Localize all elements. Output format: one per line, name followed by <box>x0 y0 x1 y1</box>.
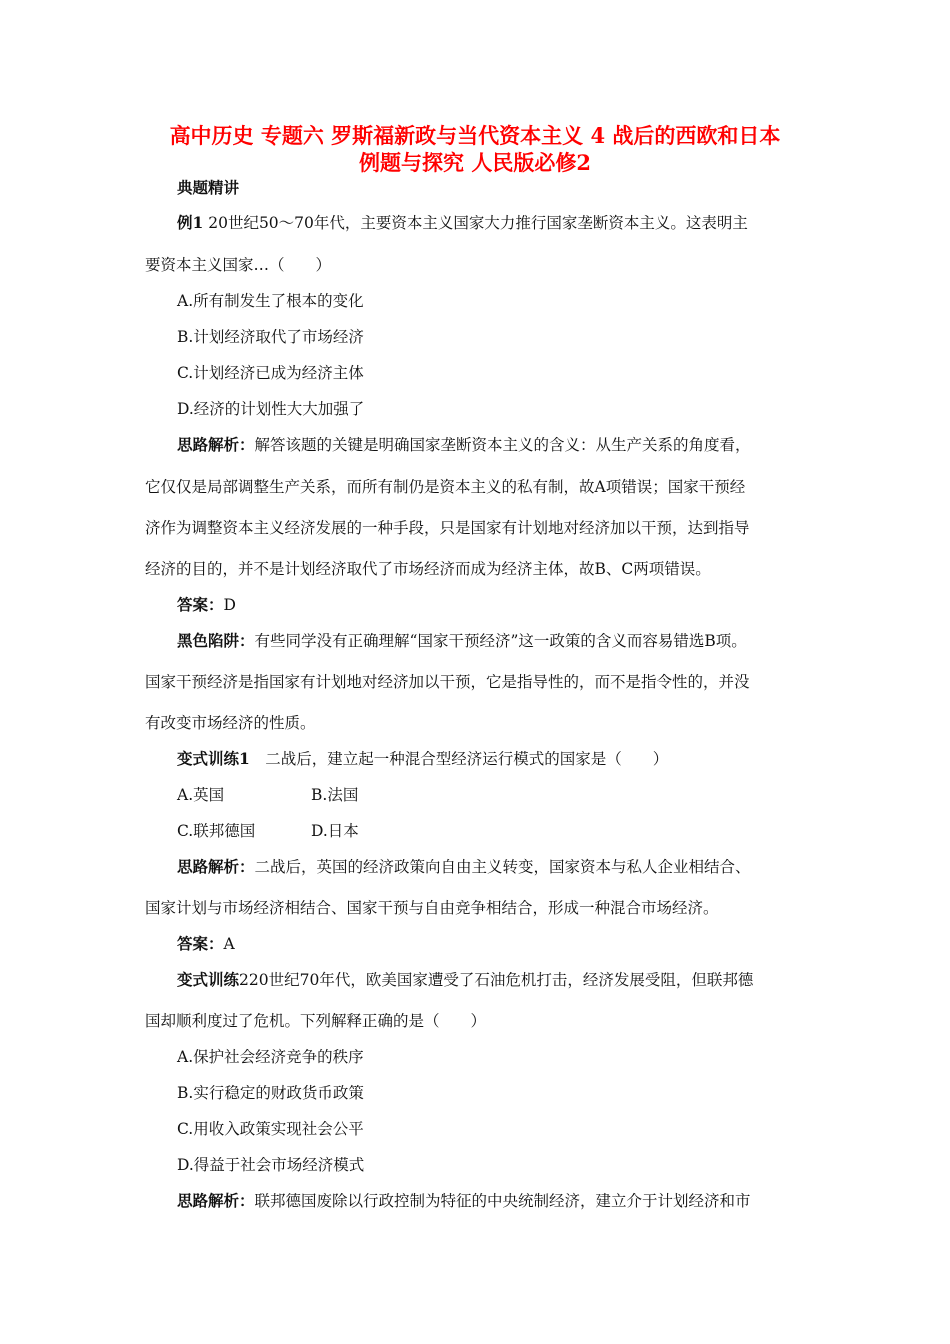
variant2-option-c: C.用收入政策实现社会公平 <box>177 1120 364 1138</box>
section-heading: 典题精讲 <box>177 178 240 197</box>
example1-trap-cont-2: 有改变市场经济的性质。 <box>145 714 316 732</box>
example1-option-c: C.计划经济已成为经济主体 <box>177 364 364 382</box>
variant2-stem-cont: 国却顺利度过了危机。下列解释正确的是（ ） <box>145 1012 487 1030</box>
variant2-stem <box>177 970 753 990</box>
variant2-option-b: B.实行稳定的财政货币政策 <box>177 1084 364 1102</box>
analysis-label: 思路解析： <box>177 435 255 454</box>
variant2-analysis <box>177 1191 751 1211</box>
example1-option-b: B.计划经济取代了市场经济 <box>177 328 364 346</box>
variant2-option-d: D.得益于社会市场经济模式 <box>177 1156 365 1174</box>
variant1-label: 变式训练1 <box>177 749 250 768</box>
example1-stem-text: 20世纪50～70年代，主要资本主义国家大力推行国家垄断资本主义。这表明主 <box>203 214 748 232</box>
variant2-label: 变式训练 <box>177 970 240 989</box>
trap-label: 黑色陷阱： <box>177 631 255 650</box>
document-title-line-1: 高中历史 专题六 罗斯福新政与当代资本主义 4 战后的西欧和日本 <box>169 123 781 148</box>
example1-trap <box>177 631 747 651</box>
answer-label: 答案： <box>177 595 224 614</box>
analysis-text: 二战后，英国的经济政策向自由主义转变，国家资本与私人企业相结合、 <box>254 858 751 876</box>
trap-text: 有些同学没有正确理解“国家干预经济”这一政策的含义而容易错选B项。 <box>254 632 747 650</box>
variant1-analysis <box>177 857 751 877</box>
variant2-stem-text: 220世纪70年代，欧美国家遭受了石油危机打击，经济发展受阻，但联邦德 <box>239 971 754 989</box>
variant1-option-b: B.法国 <box>311 786 359 804</box>
variant1-option-c: C.联邦德国 <box>177 822 256 840</box>
example1-label: 例1 <box>177 213 204 232</box>
analysis-label: 思路解析： <box>177 857 255 876</box>
analysis-text: 联邦德国废除以行政控制为特征的中央统制经济，建立介于计划经济和市 <box>254 1192 751 1210</box>
analysis-text: 解答该题的关键是明确国家垄断资本主义的含义：从生产关系的角度看， <box>254 436 751 454</box>
answer-value: A <box>223 935 235 953</box>
answer-label: 答案： <box>177 934 224 953</box>
example1-analysis <box>177 435 751 455</box>
variant1-analysis-cont: 国家计划与市场经济相结合、国家干预与自由竞争相结合，形成一种混合市场经济。 <box>145 899 719 917</box>
example1-option-a: A.所有制发生了根本的变化 <box>177 292 364 310</box>
analysis-label: 思路解析： <box>177 1191 255 1210</box>
example1-trap-cont-1: 国家干预经济是指国家有计划地对经济加以干预，它是指导性的，而不是指令性的，并没 <box>145 673 750 691</box>
example1-stem <box>177 213 748 233</box>
answer-value: D <box>223 596 236 614</box>
variant2-option-a: A.保护社会经济竞争的秩序 <box>177 1048 364 1066</box>
variant1-option-d: D.日本 <box>311 822 359 840</box>
example1-stem-cont: 要资本主义国家…（ ） <box>145 256 332 274</box>
example1-analysis-cont-2: 济作为调整资本主义经济发展的一种手段，只是国家有计划地对经济加以干预，达到指导 <box>145 519 750 537</box>
document-title-line-2: 例题与探究 人民版必修2 <box>359 150 591 175</box>
example1-answer <box>177 595 236 615</box>
example1-option-d: D.经济的计划性大大加强了 <box>177 400 365 418</box>
variant1-stem-text: 二战后，建立起一种混合型经济运行模式的国家是（ ） <box>249 750 669 768</box>
variant1-option-a: A.英国 <box>177 786 225 804</box>
example1-analysis-cont-1: 它仅仅是局部调整生产关系，而所有制仍是资本主义的私有制，故A项错误；国家干预经 <box>145 478 746 496</box>
variant1-stem <box>177 749 668 769</box>
variant1-answer <box>177 934 235 954</box>
example1-analysis-cont-3: 经济的目的，并不是计划经济取代了市场经济而成为经济主体，故B、C两项错误。 <box>145 560 711 578</box>
